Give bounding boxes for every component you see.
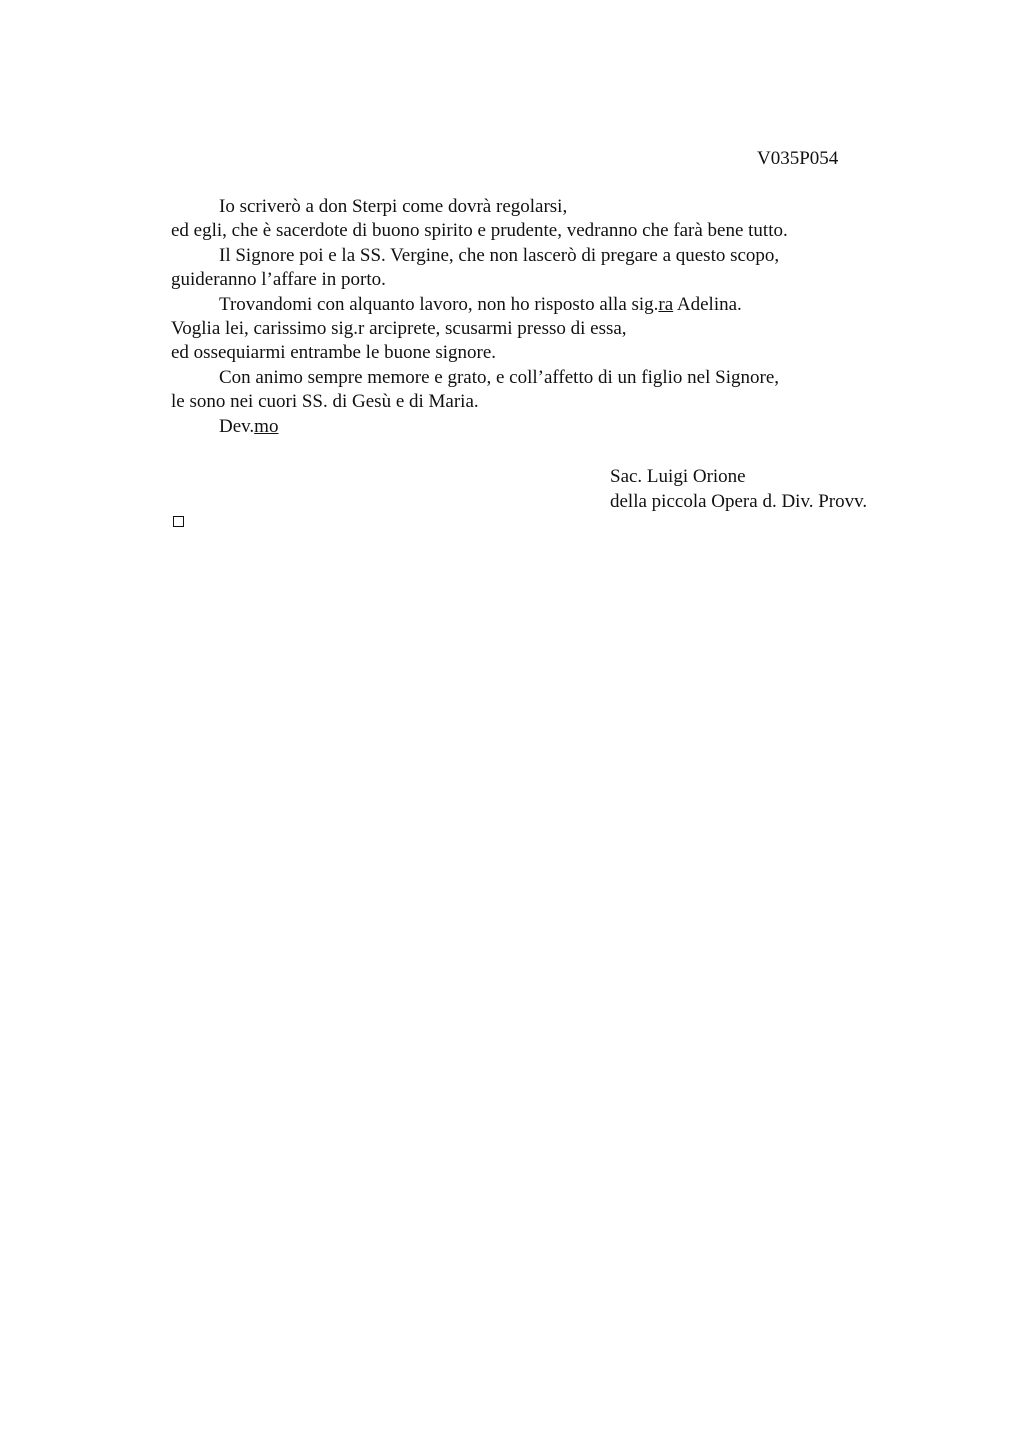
letter-line: Voglia lei, carissimo sig.r arciprete, scusarmi presso di essa, <box>171 317 627 339</box>
letter-line: Con animo sempre memore e grato, e coll’affetto di un figlio nel Signore, <box>219 366 779 388</box>
letter-line: ed egli, che è sacerdote di buono spirito e prudente, vedranno che farà bene tutto. <box>171 220 788 242</box>
letter-line: ed ossequiarmi entrambe le buone signore. <box>171 342 497 364</box>
letter-line: le sono nei cuori SS. di Gesù e di Maria. <box>171 391 479 413</box>
letter-line: Il Signore poi e la SS. Vergine, che non lascerò di pregare a questo scopo, <box>219 244 780 266</box>
signature-affiliation: della piccola Opera d. Div. Provv. <box>610 491 868 512</box>
signature-name: Sac. Luigi Orione <box>610 466 746 487</box>
closing-text: Dev. <box>219 415 255 437</box>
signature-block <box>610 464 867 514</box>
letter-line <box>171 293 871 317</box>
closing-line <box>171 415 871 439</box>
letter-line-text: Trovandomi con alquanto lavoro, non ho risposto alla sig. <box>219 293 659 315</box>
page-code: V035P054 <box>757 148 839 169</box>
letter-line-text: Adelina. <box>673 293 742 315</box>
letter-line: Io scriverò a don Sterpi come dovrà regolarsi, <box>219 196 568 217</box>
abbreviation-superscript: mo <box>254 415 279 437</box>
letter-body <box>171 195 871 439</box>
abbreviation-superscript: ra <box>658 293 674 315</box>
checkbox-square-icon <box>173 516 184 527</box>
letter-line: guideranno l’affare in porto. <box>171 269 386 291</box>
